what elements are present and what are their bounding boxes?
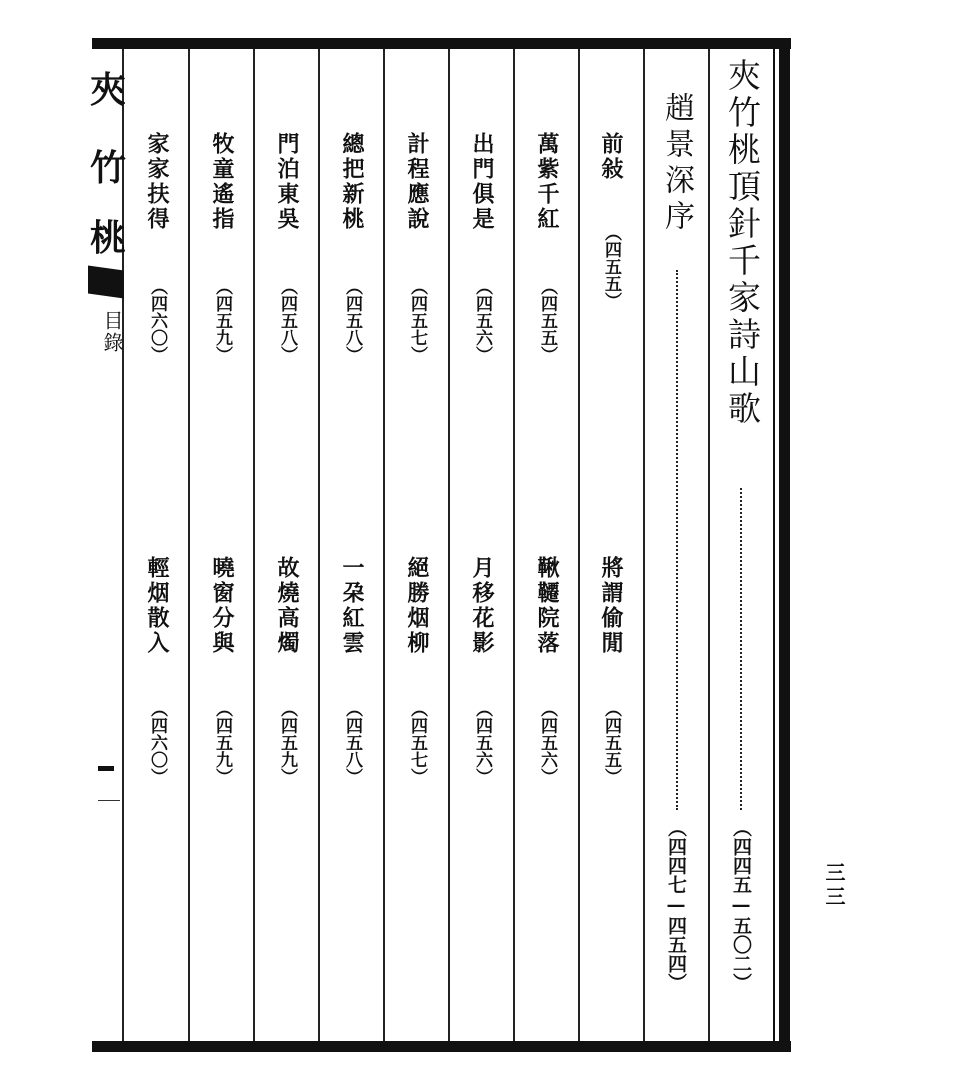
page-frame-bottom — [92, 1041, 791, 1052]
entry-title: 絕勝烟柳 — [404, 556, 430, 656]
column-rule — [188, 49, 190, 1041]
column-rule — [448, 49, 450, 1041]
entry-page: （四五六） — [472, 700, 492, 785]
entry-title: 月移花影 — [469, 556, 495, 656]
column-rule — [383, 49, 385, 1041]
entry-title: 出門俱是 — [469, 132, 495, 232]
entry-page: （四五五） — [601, 224, 621, 309]
entry-title: 計程應說 — [404, 132, 430, 232]
column-rule — [253, 49, 255, 1041]
leader-dots — [676, 270, 678, 810]
spine-char: 竹 — [90, 147, 127, 189]
entry-page: （四六〇） — [147, 278, 167, 363]
spine-dash — [98, 766, 114, 771]
preface-pages: （四四七—四五四） — [665, 818, 687, 992]
entry-page: （四五六） — [472, 278, 492, 363]
entry-title: 牧童遙指 — [209, 132, 235, 232]
entry-title: 家家扶得 — [144, 132, 170, 232]
leader-dots — [740, 488, 742, 810]
entry-page: （四五八） — [277, 278, 297, 363]
entry-title: 總把新桃 — [339, 132, 365, 232]
entry-page: （四五七） — [407, 278, 427, 363]
entry-title: 鞦韆院落 — [534, 556, 560, 656]
entry-page: （四五九） — [212, 278, 232, 363]
spine-char: 桃 — [90, 217, 127, 259]
column-rule — [513, 49, 515, 1041]
section-title: 夾竹桃頂針千家詩山歌 — [723, 58, 762, 428]
entry-page: （四五八） — [342, 278, 362, 363]
spine-rule — [98, 800, 120, 801]
entry-title: 門泊東吳 — [274, 132, 300, 232]
column-rule — [122, 49, 124, 1041]
entry-page: （四六〇） — [147, 700, 167, 785]
column-rule — [708, 49, 710, 1041]
entry-page: （四五八） — [342, 700, 362, 785]
entry-title: 萬紫千紅 — [534, 132, 560, 232]
entry-title: 故燒高燭 — [274, 556, 300, 656]
page-frame-right — [779, 38, 790, 1052]
preface-title: 趙景深序 — [659, 92, 694, 236]
spine-char: 夾 — [90, 69, 127, 111]
entry-page: （四五五） — [537, 278, 557, 363]
entry-title: 曉窗分與 — [209, 556, 235, 656]
spine-black-mark — [88, 265, 124, 298]
page-frame-top — [92, 38, 791, 49]
section-title-pages: （四四五—五〇二） — [730, 818, 752, 992]
spine-label: 目錄 — [100, 310, 124, 354]
entry-page: （四五六） — [537, 700, 557, 785]
entry-title: 前敍 — [598, 132, 624, 182]
entry-title: 輕烟散入 — [144, 556, 170, 656]
entry-page: （四五九） — [212, 700, 232, 785]
page-number: 三三 — [822, 862, 846, 910]
column-rule — [578, 49, 580, 1041]
entry-title: 將謂偷閒 — [598, 556, 624, 656]
entry-page: （四五九） — [277, 700, 297, 785]
column-rule — [643, 49, 645, 1041]
page-frame-inner-rule — [773, 49, 775, 1041]
entry-page: （四五五） — [601, 700, 621, 785]
entry-title: 一朶紅雲 — [339, 556, 365, 656]
column-rule — [318, 49, 320, 1041]
entry-page: （四五七） — [407, 700, 427, 785]
